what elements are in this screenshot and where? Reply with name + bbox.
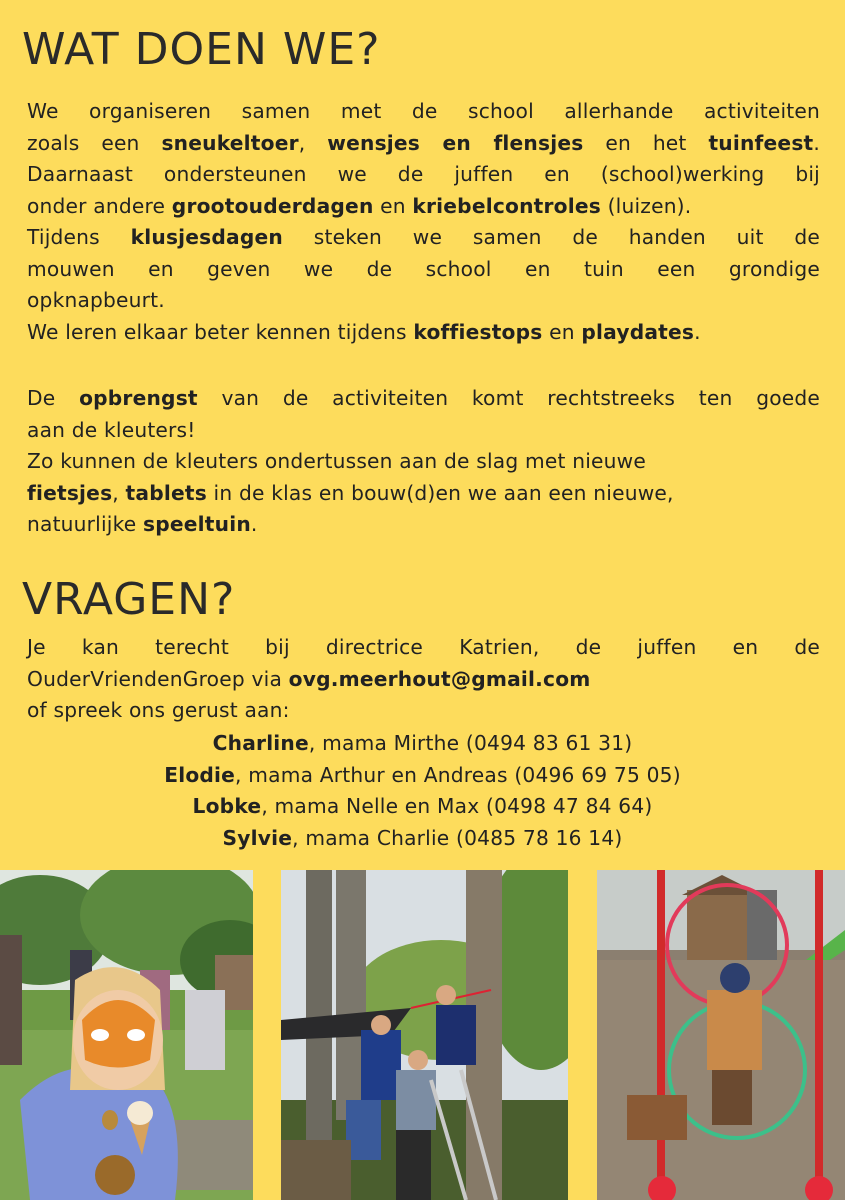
text-line: Tijdens klusjesdagen steken we samen de handen uit de	[27, 225, 820, 249]
section-title-wat-doen-we: WAT DOEN WE?	[22, 24, 381, 75]
text-line: mouwen en geven we de school en tuin een grondige	[27, 256, 820, 281]
text-line: opknapbeurt.	[27, 288, 165, 312]
text-line: We leren elkaar beter kennen tijdens koffiestops en playdates.	[27, 319, 701, 344]
contact-item: Lobke, mama Nelle en Max (0498 47 84 64)	[192, 794, 653, 818]
activities-paragraph	[27, 96, 820, 348]
contact-item: Sylvie, mama Charlie (0485 78 16 14)	[222, 825, 623, 850]
text-line: aan de kleuters!	[27, 417, 196, 442]
text-line: Zo kunnen de kleuters ondertussen aan de slag met nieuwe	[27, 449, 646, 473]
text-line: OuderVriendenGroep via ovg.meerhout@gmail.com	[27, 666, 591, 691]
photo-playground-hoops	[597, 870, 845, 1200]
section-title-vragen: VRAGEN?	[22, 574, 236, 625]
text-line: Je kan terecht bij directrice Katrien, de juffen en de	[27, 635, 820, 659]
text-line: zoals een sneukeltoer, wensjes en flensjes en het tuinfeest.	[27, 130, 821, 155]
contact-list	[0, 728, 845, 854]
text-line: Daarnaast ondersteunen we de juffen en (school)werking bij	[27, 162, 820, 186]
text-line: De opbrengst van de activiteiten komt rechtstreeks ten goede	[27, 386, 821, 410]
contact-paragraph	[27, 632, 820, 727]
photo-klusjesdag	[281, 870, 568, 1200]
text-line: fietsjes, tablets in de klas en bouw(d)en we aan een nieuwe,	[27, 480, 674, 505]
text-line: natuurlijke speeltuin.	[27, 512, 258, 536]
contact-item: Charline, mama Mirthe (0494 83 61 31)	[212, 731, 633, 755]
contact-item: Elodie, mama Arthur en Andreas (0496 69 75 05)	[164, 762, 681, 787]
text-line: of spreek ons gerust aan:	[27, 698, 290, 722]
email-link[interactable]: ovg.meerhout@gmail.com	[288, 666, 591, 691]
text-line: We organiseren samen met de school allerhande activiteiten	[27, 99, 820, 123]
photo-child-ice-cream	[0, 870, 253, 1200]
proceeds-paragraph	[27, 383, 820, 541]
text-line: onder andere grootouderdagen en kriebelcontroles (luizen).	[27, 193, 692, 218]
